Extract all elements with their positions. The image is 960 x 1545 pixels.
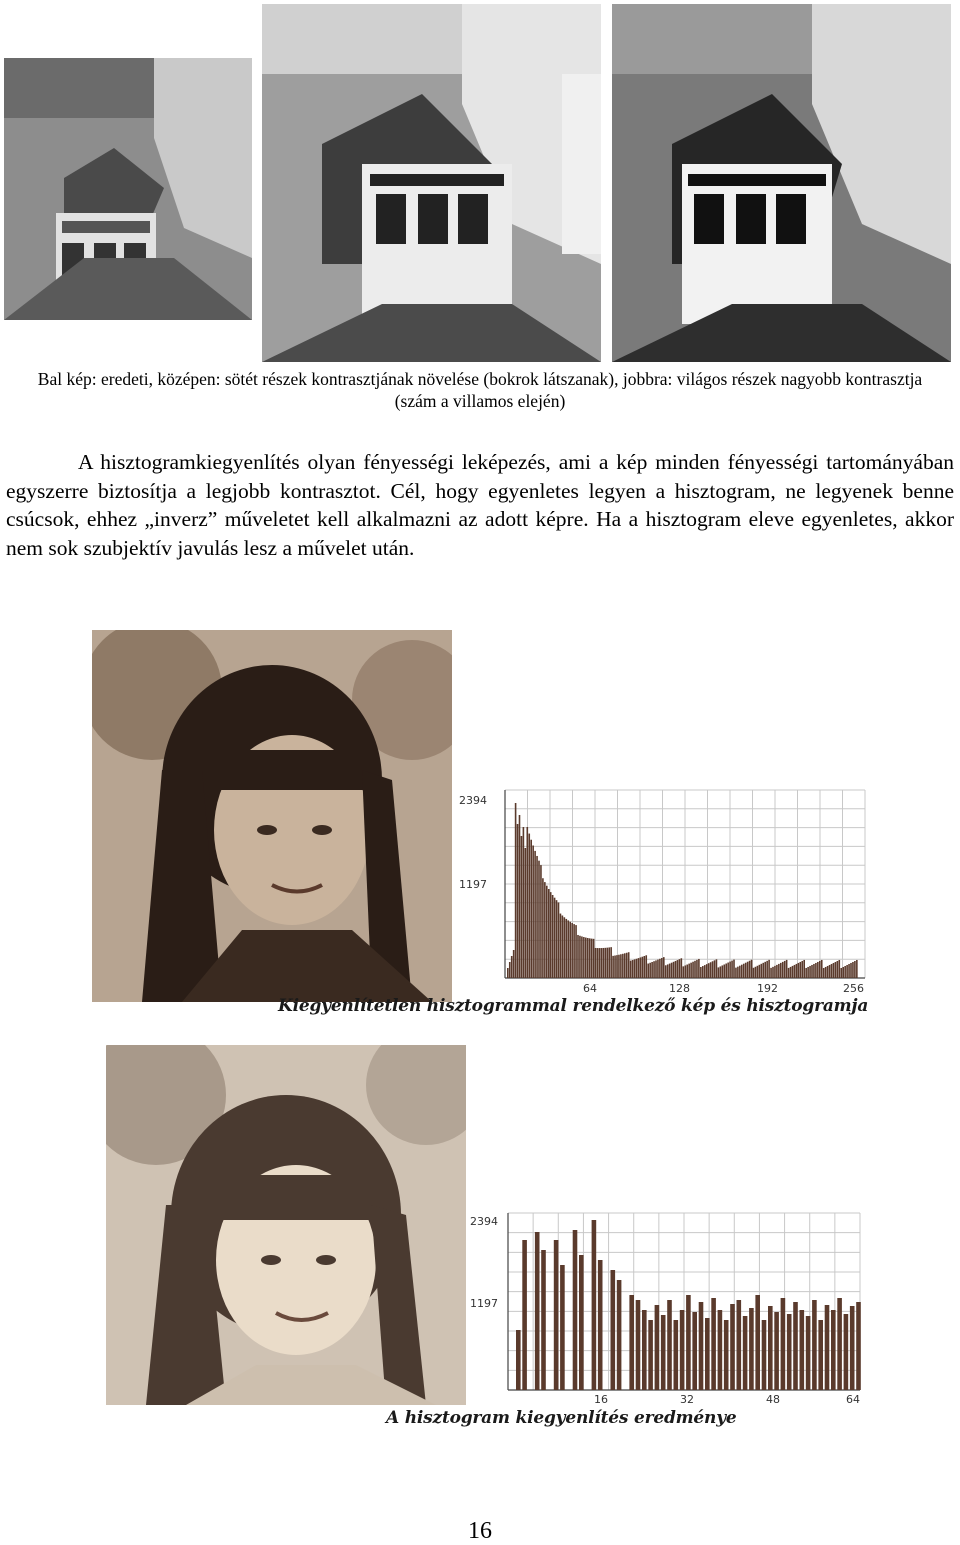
histogram-bar <box>610 947 612 978</box>
histogram-bar <box>807 967 809 978</box>
histogram-bar <box>629 1295 634 1390</box>
histogram-bar <box>787 1314 792 1390</box>
histogram-bar <box>548 889 550 978</box>
histogram-bar <box>840 968 842 978</box>
histogram-bar <box>759 965 761 978</box>
histogram-bar <box>688 964 690 978</box>
histogram-bar <box>628 952 630 978</box>
histogram-bar <box>821 960 823 978</box>
histogram-bar <box>624 953 626 978</box>
histogram-bar <box>542 878 544 978</box>
histogram-bar <box>755 1295 760 1390</box>
histogram-bar <box>647 964 649 978</box>
histogram-bar <box>683 966 685 978</box>
tram-photo-bright-contrast <box>612 4 951 362</box>
histogram-bar <box>800 1310 805 1390</box>
histogram-bar <box>724 1320 729 1390</box>
histogram-bar <box>616 955 618 978</box>
histogram-bar <box>620 954 622 978</box>
histogram-bar <box>761 964 763 978</box>
histogram-bar <box>601 948 603 978</box>
histogram-bar <box>739 966 741 978</box>
histogram-bar <box>655 1305 660 1390</box>
portrait-equalized <box>106 1045 466 1405</box>
histogram-unequalized <box>455 780 875 995</box>
y-tick-max: 2394 <box>459 794 487 807</box>
histogram-bar <box>815 963 817 978</box>
histogram-bar <box>723 964 725 978</box>
histogram-bar <box>686 965 688 978</box>
histogram-bar <box>772 967 774 978</box>
histogram-bar <box>634 959 636 978</box>
histogram-bar <box>833 963 835 978</box>
histogram-bar <box>527 827 529 978</box>
histogram-bar <box>653 961 655 978</box>
histogram-bar <box>521 836 523 978</box>
histogram-bar <box>774 966 776 978</box>
histogram-bar <box>749 961 751 978</box>
histogram-bar <box>532 845 534 978</box>
histogram-bar <box>848 964 850 978</box>
histogram-bar <box>800 962 802 978</box>
histogram-bar <box>509 962 511 978</box>
histogram-bar <box>768 1306 773 1390</box>
histogram-bar <box>743 1316 748 1390</box>
histogram-bar <box>781 1298 786 1390</box>
histogram-bar <box>698 959 700 978</box>
histogram-bar <box>659 959 661 978</box>
portrait-unequalized <box>92 630 452 1002</box>
histogram-bar <box>725 964 727 978</box>
histogram-bar <box>567 920 569 978</box>
histogram-bar <box>606 948 608 978</box>
histogram-bar <box>638 958 640 978</box>
histogram-bar <box>714 960 716 978</box>
histogram-bar <box>831 1310 836 1390</box>
top-images-caption: Bal kép: eredeti, középen: sötét részek kontrasztjának növelése (bokrok látszanak), jobbra: világos részek nagyobb kontrasztja (szám a villamos elején) <box>37 369 923 411</box>
histogram-bar <box>681 958 683 978</box>
histogram-bar <box>651 962 653 978</box>
histogram-bar <box>803 960 805 978</box>
histogram-bar <box>525 848 527 978</box>
histogram-bar <box>844 1314 849 1390</box>
histogram-bar <box>516 1330 521 1390</box>
histogram-bar <box>579 1255 584 1390</box>
histogram-bar <box>749 1308 754 1390</box>
x-tick-16: 16 <box>594 1393 608 1405</box>
histogram-bar <box>519 815 521 978</box>
histogram-bar <box>617 1280 622 1390</box>
histogram-bar <box>829 965 831 978</box>
histogram-bar <box>692 962 694 978</box>
histogram-bar <box>755 967 757 978</box>
histogram-bar <box>784 961 786 978</box>
histogram-bar <box>605 948 607 978</box>
histogram-bar <box>598 1260 603 1390</box>
histogram-bar <box>842 967 844 978</box>
histogram-bar <box>712 961 714 978</box>
histogram-bar <box>850 963 852 978</box>
histogram-bar <box>556 900 558 978</box>
histogram-bar <box>663 957 665 978</box>
histogram-bar <box>686 1295 691 1390</box>
histogram-bar <box>835 962 837 978</box>
histogram-bar <box>696 960 698 978</box>
histogram-bar <box>741 965 743 978</box>
histogram-bar <box>731 961 733 978</box>
histogram-bar <box>790 967 792 978</box>
histogram-bar <box>541 1250 546 1390</box>
body-paragraph: A hisztogramkiegyenlítés olyan fényességi leképezés, ami a kép minden fényességi tartományában egyszerre biztosítja a legjobb kontrasztot. Cél, hogy egyenletes legyen a hisztogram, ne legyenek benne csúcsok, ehhez „inverz” műveletet kell alkalmazni az adott képre. Ha a hisztogram eleve egyenletes, akkor nem sok szubjektív javulás lesz a művelet után. <box>6 450 954 560</box>
histogram-bar <box>592 1220 597 1390</box>
histogram-bar <box>554 898 556 978</box>
histogram-bar <box>644 956 646 978</box>
histogram-bar <box>597 948 599 978</box>
histogram-bar <box>577 935 579 978</box>
x-tick-64: 64 <box>583 982 597 995</box>
histogram-bar <box>825 1305 830 1390</box>
histogram-bar <box>745 963 747 978</box>
histogram-bar <box>595 948 597 978</box>
histogram-bar <box>694 961 696 978</box>
histogram-bar <box>579 936 581 978</box>
histogram-bar <box>645 955 647 978</box>
histogram-bar <box>743 964 745 978</box>
histogram-bar <box>585 938 587 978</box>
histogram-bar <box>716 959 718 978</box>
histogram-bar <box>852 962 854 978</box>
histogram-bar <box>846 965 848 978</box>
histogram-bar <box>642 957 644 978</box>
histogram-bar <box>560 914 562 978</box>
histogram-bar <box>552 895 554 978</box>
histogram-bar <box>780 963 782 978</box>
histogram-bar <box>669 964 671 978</box>
histogram-bar <box>649 963 651 978</box>
histogram-bar <box>757 966 759 978</box>
page-number: 16 <box>468 1518 492 1544</box>
histogram-bar <box>837 1298 842 1390</box>
histogram-bar <box>766 961 768 978</box>
histogram-bar <box>665 965 667 978</box>
histogram-bar <box>636 1300 641 1390</box>
histogram-bar <box>522 1240 527 1390</box>
histogram-bar <box>583 937 585 978</box>
histogram-bar <box>735 968 737 978</box>
histogram-bar <box>792 966 794 978</box>
histogram-bar <box>573 1230 578 1390</box>
histogram-bar <box>708 963 710 978</box>
histogram-bar <box>818 1320 823 1390</box>
histogram-bar <box>667 964 669 978</box>
histogram-bar <box>528 834 530 978</box>
histogram-bar <box>825 967 827 978</box>
histogram-bar <box>827 966 829 978</box>
histogram-bar <box>538 861 540 978</box>
histogram-bar <box>566 919 568 978</box>
histogram-bar <box>661 1315 666 1390</box>
histogram-bar <box>776 965 778 978</box>
histogram-bars <box>507 803 858 978</box>
histogram-bar <box>674 1320 679 1390</box>
histogram-bar <box>768 960 770 978</box>
histogram-bar <box>511 956 513 978</box>
histogram-bar <box>564 917 566 978</box>
histogram-bar <box>778 964 780 978</box>
tram-photo-dark-contrast <box>262 4 601 362</box>
histogram-bar <box>636 959 638 978</box>
histogram-bar <box>611 1270 616 1390</box>
histogram-bar <box>684 965 686 978</box>
histogram-bar <box>770 968 772 978</box>
histogram-bar <box>798 963 800 978</box>
x-tick-64: 64 <box>846 1393 860 1405</box>
histogram-bar <box>733 960 735 978</box>
x-tick-32: 32 <box>680 1393 694 1405</box>
histogram-bar <box>817 962 819 978</box>
histogram-bar <box>722 965 724 978</box>
histogram-bar <box>751 960 753 978</box>
histogram-bar <box>546 886 548 978</box>
histogram-bar <box>831 964 833 978</box>
histogram-bar <box>813 964 815 978</box>
histogram-bar <box>850 1306 855 1390</box>
histogram-bar <box>535 1232 540 1390</box>
histogram-bar <box>523 827 525 978</box>
histogram-bar <box>591 939 593 978</box>
histogram-bar <box>655 960 657 978</box>
figure1-caption: Kiegyenlítetlen hisztogrammal rendelkező kép és hisztogramja <box>278 996 869 1016</box>
histogram-bar <box>513 950 515 978</box>
histogram-bar <box>764 962 766 978</box>
histogram-bar <box>794 965 796 978</box>
histogram-bar <box>554 1240 559 1390</box>
histogram-bar <box>571 923 573 978</box>
histogram-bar <box>540 865 542 978</box>
histogram-bar <box>558 902 560 978</box>
histogram-bar <box>692 1312 697 1390</box>
histogram-bar <box>762 963 764 978</box>
histogram-bar <box>702 966 704 978</box>
histogram-bar <box>680 1310 685 1390</box>
histogram-bar <box>675 961 677 978</box>
histogram-bar <box>581 936 583 978</box>
histogram-bar <box>673 962 675 978</box>
histogram-equalized <box>468 1205 868 1405</box>
histogram-bar <box>573 924 575 978</box>
histogram-bar <box>587 938 589 978</box>
histogram-bar <box>727 963 729 978</box>
histogram-bar <box>837 961 839 978</box>
histogram-bar <box>809 966 811 978</box>
histogram-bar <box>667 1300 672 1390</box>
histogram-bar <box>515 803 517 978</box>
histogram-bar <box>642 1310 647 1390</box>
histogram-bar <box>677 960 679 978</box>
histogram-bar <box>753 968 755 978</box>
histogram-bar <box>618 955 620 978</box>
histogram-bar <box>560 1265 565 1390</box>
histogram-bar <box>603 948 605 978</box>
tram-photo-original <box>4 58 252 320</box>
histogram-bar <box>812 1300 817 1390</box>
histogram-bar <box>544 882 546 978</box>
histogram-bar <box>711 1298 716 1390</box>
histogram-bar <box>530 840 532 978</box>
histogram-bar <box>796 964 798 978</box>
histogram-bar <box>737 967 739 978</box>
histogram-bar <box>839 960 841 978</box>
histogram-bar <box>823 968 825 978</box>
histogram-bar <box>737 1300 742 1390</box>
histogram-bar <box>622 954 624 978</box>
histogram-bar <box>536 856 538 978</box>
y-tick-max: 2394 <box>470 1215 498 1228</box>
histogram-bar <box>599 948 601 978</box>
y-tick-mid: 1197 <box>470 1297 498 1310</box>
histogram-bar <box>593 939 595 978</box>
histogram-bar <box>811 965 813 978</box>
histogram-bar <box>806 1316 811 1390</box>
histogram-bar <box>679 959 681 978</box>
x-tick-48: 48 <box>766 1393 780 1405</box>
histogram-bar <box>630 961 632 978</box>
histogram-bar <box>793 1302 798 1390</box>
histogram-bar <box>671 963 673 978</box>
histogram-bar <box>700 967 702 978</box>
histogram-bar <box>786 960 788 978</box>
histogram-bar <box>782 962 784 978</box>
figure2-caption: A hisztogram kiegyenlítés eredménye <box>386 1408 737 1428</box>
histogram-bar <box>690 963 692 978</box>
histogram-bar <box>507 968 509 978</box>
histogram-bar <box>730 1304 735 1390</box>
histogram-bar <box>534 851 536 978</box>
histogram-bar <box>729 962 731 978</box>
histogram-bar <box>657 960 659 978</box>
histogram-bar <box>805 968 807 978</box>
histogram-bar <box>706 964 708 978</box>
histogram-bar <box>844 966 846 978</box>
x-tick-256: 256 <box>843 982 864 995</box>
histogram-bar <box>747 962 749 978</box>
histogram-bar <box>788 968 790 978</box>
histogram-bar <box>762 1320 767 1390</box>
histogram-bar <box>801 961 803 978</box>
histogram-bar <box>710 962 712 978</box>
x-tick-192: 192 <box>757 982 778 995</box>
histogram-bar <box>632 960 634 978</box>
histogram-bar <box>562 915 564 978</box>
histogram-bar <box>720 966 722 978</box>
x-tick-128: 128 <box>669 982 690 995</box>
histogram-bar <box>614 956 616 978</box>
histogram-bar <box>856 960 858 978</box>
histogram-bar <box>819 961 821 978</box>
histogram-bar <box>575 925 577 978</box>
histogram-bar <box>699 1302 704 1390</box>
histogram-bar <box>589 938 591 978</box>
histogram-bar <box>661 958 663 978</box>
histogram-bar <box>705 1318 710 1390</box>
histogram-bar <box>648 1320 653 1390</box>
histogram-bar <box>608 947 610 978</box>
histogram-bar <box>854 961 856 978</box>
histogram-bar <box>517 824 519 978</box>
histogram-bar <box>856 1302 861 1390</box>
histogram-bar <box>774 1312 779 1390</box>
histogram-bars <box>516 1220 861 1390</box>
y-tick-mid: 1197 <box>459 878 487 891</box>
histogram-bar <box>569 922 571 978</box>
histogram-bar <box>704 965 706 978</box>
histogram-bar <box>718 967 720 978</box>
histogram-bar <box>626 953 628 978</box>
histogram-bar <box>718 1310 723 1390</box>
histogram-bar <box>640 957 642 978</box>
histogram-bar <box>550 892 552 978</box>
histogram-bar <box>612 956 614 978</box>
